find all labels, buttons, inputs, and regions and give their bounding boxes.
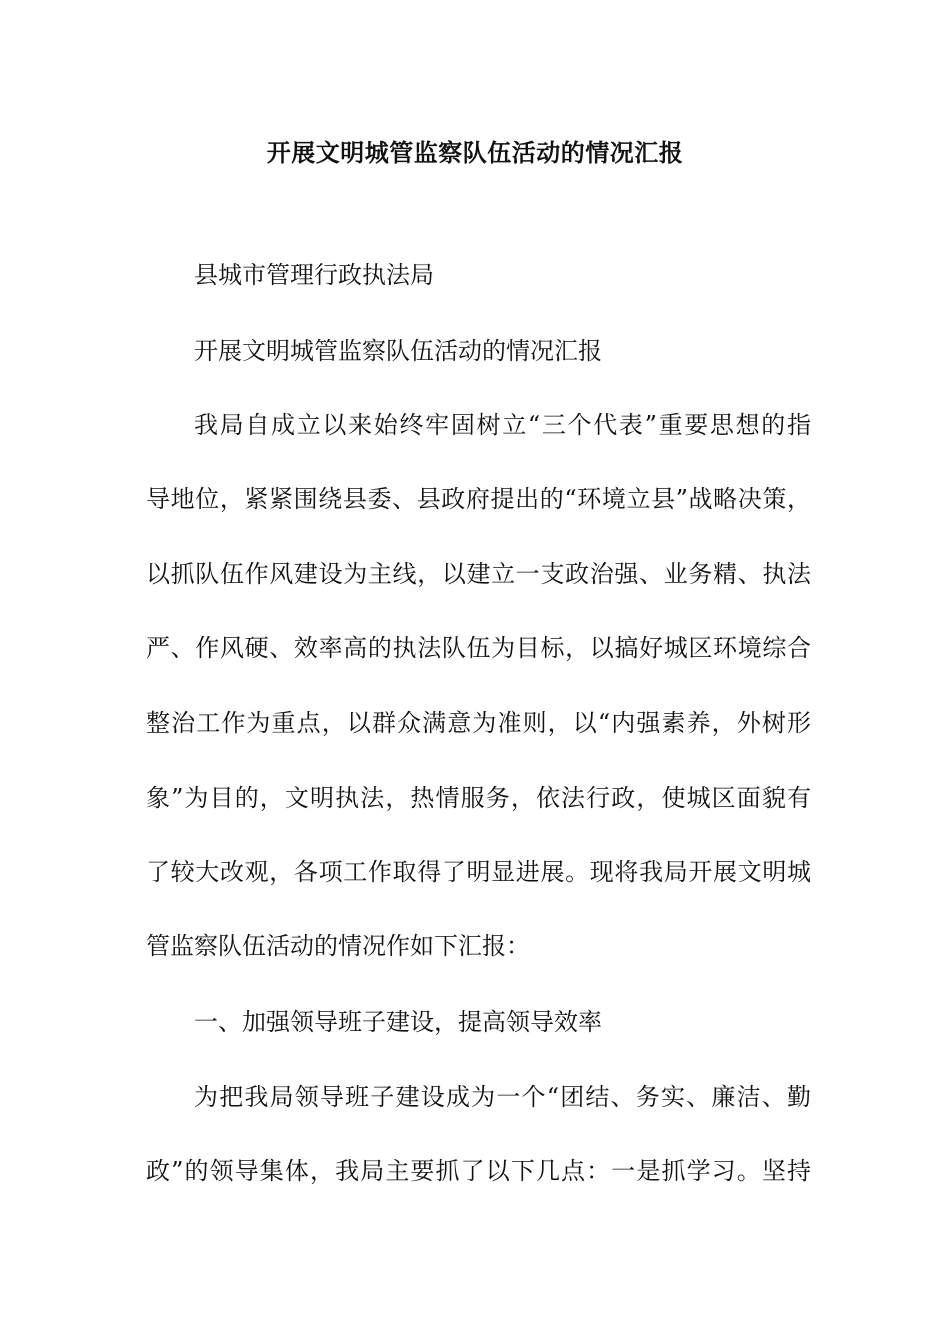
paragraph-line: 为把我局领导班子建设成为一个“团结、务实、廉洁、勤 [194, 1083, 811, 1111]
paragraph-line: 我局自成立以来始终牢固树立“三个代表”重要思想的指 [194, 411, 811, 439]
paragraph-line: 象”为目的，文明执法，热情服务，依法行政，使城区面貌有 [146, 784, 811, 812]
paragraph-line: 导地位，紧紧围绕县委、县政府提出的“环境立县”战略决策， [146, 485, 811, 513]
paragraph-line: 以抓队伍作风建设为主线，以建立一支政治强、业务精、执法 [146, 560, 811, 588]
paragraph-line: 了较大改观，各项工作取得了明显进展。现将我局开展文明城 [146, 858, 811, 886]
document-title: 开展文明城管监察队伍活动的情况汇报 [266, 138, 684, 167]
section-heading: 一、加强领导班子建设，提高领导效率 [194, 1008, 602, 1036]
paragraph-line: 政”的领导集体，我局主要抓了以下几点：一是抓学习。坚持 [146, 1157, 811, 1185]
paragraph-line: 管监察队伍活动的情况作如下汇报： [146, 932, 530, 960]
issuer-line: 县城市管理行政执法局 [194, 261, 434, 289]
subtitle-line: 开展文明城管监察队伍活动的情况汇报 [194, 337, 602, 365]
paragraph-line: 严、作风硬、效率高的执法队伍为目标，以搞好城区环境综合 [146, 634, 811, 662]
paragraph-line: 整治工作为重点，以群众满意为准则，以“内强素养，外树形 [146, 709, 811, 737]
